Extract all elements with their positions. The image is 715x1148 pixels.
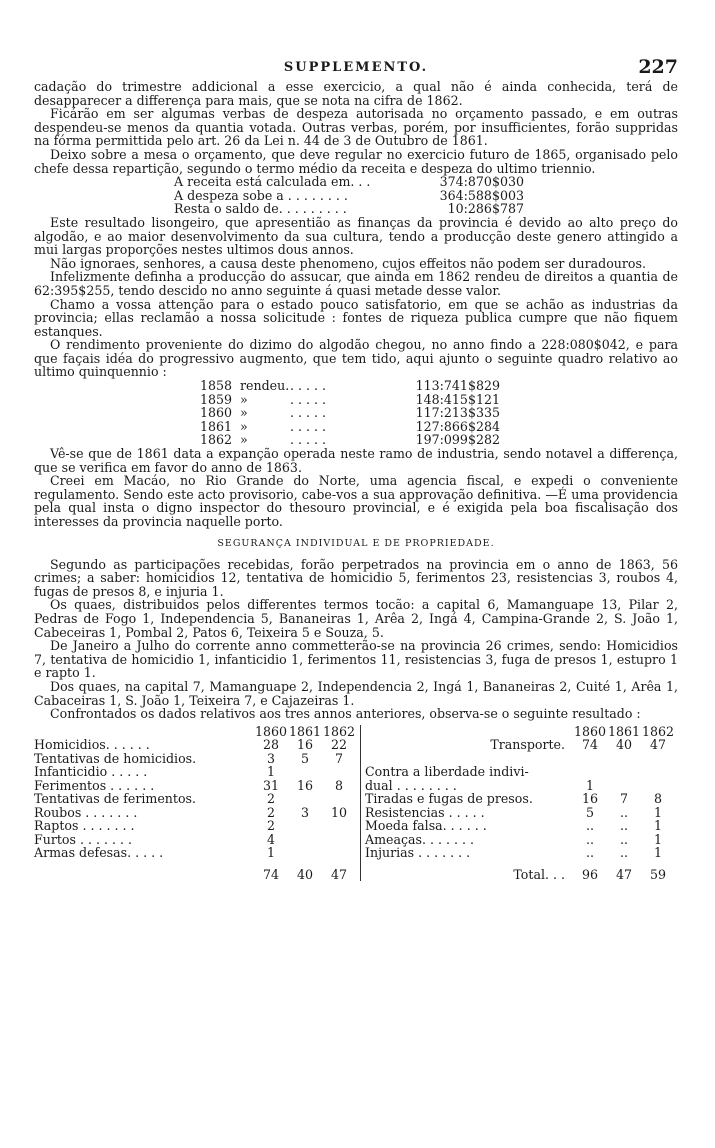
cell: 7 (619, 791, 628, 807)
budget-value: 374:870$030 (439, 174, 524, 190)
cell (322, 765, 356, 779)
cell: 5 (300, 750, 309, 766)
leader-dots: . . . . . (290, 391, 327, 407)
cell: 2 (266, 804, 275, 820)
cell (322, 846, 356, 860)
paragraph: Os quaes, distribuidos pelos differentes termos tocão: a capital 6, Mamanguape 13, Pilar 2, Pedras de Fogo 1, Independencia 5, Bananeiras 1, Arêa 2, Ingá 4, Campina-Grande 2, S. João 1, Cabeceiras 1, Pombal 2, Patos 6, Teixeira 5 e Souza, 5. (34, 597, 678, 640)
paragraph-group-3 (34, 447, 678, 529)
budget-label: Resta o saldo de. . . . . . . . . (174, 201, 347, 217)
row-label: dual . . . . . . . . (365, 777, 457, 793)
quinquennio-row (200, 420, 500, 434)
cell (607, 779, 641, 793)
paragraph: Confrontados os dados relativos aos tres annos anteriores, observa-se o seguinte resultado : (50, 706, 641, 722)
cell: 3 (300, 804, 309, 820)
table-row (34, 779, 356, 793)
cell: 7 (334, 750, 343, 766)
cell: 40 (615, 737, 633, 753)
cell: .. (585, 845, 594, 861)
row-label: Tentativas de ferimentos. (34, 791, 197, 807)
cell: 2 (266, 791, 275, 807)
total-row (365, 860, 675, 882)
paragraph: Creei em Macáo, no Rio Grande do Norte, uma agencia fiscal, e expedi o conveniente regulamento. Sendo este acto provisorio, cabe-vos a sua approvação definitiva. —É uma providencia pela qual insta o digno inspector do thesouro provincial, e é exigida pela boa fiscalisação dos interesses da provincia naquelle porto. (34, 473, 678, 529)
table-row (365, 765, 675, 779)
cell (288, 846, 322, 860)
cell: 31 (262, 777, 280, 793)
paragraph: O rendimento proveniente do dizimo do algodão chegou, no anno findo a 228:080$042, e para que façais idéa do progressivo augmento, que tem tido, aqui ajunto o seguinte quadro relativo ao ultimo quinquennio : (34, 337, 678, 380)
page (34, 58, 678, 881)
row-label: Contra a liberdade indivi- (365, 764, 529, 780)
table-row (34, 833, 356, 847)
cell: .. (585, 831, 594, 847)
paragraph: Chamo a vossa attenção para o estado pouco satisfatorio, em que se achão as industrias da provincia; ellas reclamão a nossa solicitude : fontes de riqueza publica cumpre que não fiquem estanques. (34, 296, 678, 339)
paragraph: Ficárão em ser algumas verbas de despeza autorisada no orçamento passado, e em outras despendeu-se menos da quantia votada. Outras verbas, porém, por insufficientes, forão suppridas na fórma permittida pelo art. 26 da Lei n. 44 de 3 de Outubro de 1861. (34, 106, 678, 149)
cell: 1 (653, 818, 662, 834)
row-label: Transporte. (490, 737, 565, 753)
section-title: SEGURANÇA INDIVIDUAL E DE PROPRIEDADE. (217, 537, 495, 549)
page-header (34, 58, 678, 80)
row-label: Ameaças. . . . . . . (365, 831, 475, 847)
paragraph: Este resultado lisongeiro, que apresentião as finanças da provincia é devido ao alto preço do algodão, e ao maior desenvolvimento da sua cultura, tendo a producção deste genero attingido a mui largas proporções nestes ultimos dous annos. (34, 214, 678, 258)
page-number: 227 (638, 56, 678, 78)
budget-label: A despeza sobe a . . . . . . . . (174, 187, 348, 203)
quinquennio-year: 1858 (200, 378, 233, 394)
paragraph: Vê-se que de 1861 data a expanção operada neste ramo de industria, sendo notavel a differença, que se verifica em favor do anno de 1863. (34, 446, 678, 475)
paragraph: Dos quaes, na capital 7, Mamanguape 2, Independencia 2, Ingá 1, Bananeiras 2, Cuité 1, Arêa 1, Cabaceiras 1, S. João 1, Teixeira 7, e Cajazeiras 1. (34, 678, 678, 708)
cell (573, 765, 607, 779)
cell: 1 (653, 804, 662, 820)
row-label: Moeda falsa. . . . . . (365, 818, 487, 834)
table-row (365, 806, 675, 820)
budget-row (174, 202, 524, 216)
cell (288, 765, 322, 779)
spacer-row (365, 752, 675, 766)
cell (607, 765, 641, 779)
cell (641, 779, 675, 793)
quinquennio-row (200, 393, 500, 407)
cell: 96 (581, 866, 599, 882)
paragraph-group-2 (34, 216, 678, 379)
row-label: Roubos . . . . . . . (34, 804, 138, 820)
quinquennio-row (200, 406, 500, 420)
cell: 74 (262, 866, 280, 882)
paragraph: Segundo as participações recebidas, forão perpetrados na provincia em o anno de 1863, 56 crimes; a saber: homicidios 12, tentativa de homicidio 5, ferimentos 23, resistencias 3, roubos 4, fugas de presos 8, e injuria 1. (34, 556, 678, 599)
table-row (34, 738, 356, 752)
budget-value: 364:588$003 (439, 187, 524, 203)
row-label: Furtos . . . . . . . (34, 831, 133, 847)
spacer (365, 752, 573, 766)
quinquennio-row (200, 433, 500, 447)
cell: 1860 (573, 723, 607, 739)
cell: 1862 (322, 723, 356, 739)
leader-dots: . . . . . (290, 405, 327, 421)
table-row (365, 846, 675, 860)
paragraph: Não ignoraes, senhores, a causa deste phenomeno, cujos effeitos não podem ser duradouros. (50, 255, 646, 271)
cell (322, 833, 356, 847)
cell (288, 792, 322, 806)
cell (288, 819, 322, 833)
cell: 1860 (254, 723, 288, 739)
quinquennio-value: 197:099$282 (415, 432, 500, 448)
cell: 2 (266, 818, 275, 834)
table-row (34, 846, 356, 860)
cell: 8 (334, 777, 343, 793)
cell: 28 (262, 737, 280, 753)
quinquennio-value: 148:415$121 (415, 391, 500, 407)
cell: 40 (296, 866, 314, 882)
table-row (34, 752, 356, 766)
quinquennio-value: 113:741$829 (415, 378, 500, 394)
row-label (34, 860, 254, 882)
cell: 16 (296, 737, 314, 753)
cell: 16 (581, 791, 599, 807)
cell (288, 833, 322, 847)
paragraph: Infelizmente definha a producção do assucar, que ainda em 1862 rendeu de direitos a quantia de 62:395$255, tendo descido no anno seguinte á quasi metade desse valor. (34, 269, 678, 298)
cell: 59 (649, 866, 667, 882)
table-row (365, 819, 675, 833)
paragraph: cadação do trimestre addicional a esse exercicio, a qual não é ainda conhecida, terá de desapparecer a differença para mais, que se nota na cifra de 1862. (34, 79, 678, 108)
cell: .. (619, 818, 628, 834)
quinquennio-value: 127:866$284 (415, 418, 500, 434)
quinquennio-value: 117:213$335 (415, 405, 500, 421)
row-label: Infanticidio . . . . . (34, 764, 148, 780)
cell: 1862 (641, 723, 675, 739)
running-title: SUPPLEMENTO. (283, 60, 429, 75)
table-row (365, 779, 675, 793)
cell: 10 (330, 804, 348, 820)
leader-dots: . . . . . (290, 432, 327, 448)
table-row (365, 833, 675, 847)
cell: .. (585, 818, 594, 834)
row-label: Armas defesas. . . . . (34, 845, 164, 861)
cell: 47 (330, 866, 348, 882)
crime-table (34, 725, 678, 882)
table-row (34, 725, 356, 739)
quinquennio-figures (200, 379, 500, 447)
cell (322, 792, 356, 806)
quinquennio-year: 1861 (200, 418, 233, 434)
quinquennio-row (200, 379, 500, 393)
budget-value: 10:286$787 (447, 201, 524, 217)
quinquennio-year: 1859 (200, 391, 233, 407)
paragraph-group-4 (34, 558, 678, 721)
row-label: Injurias . . . . . . . (365, 845, 471, 861)
quinquennio-mark: » (240, 418, 248, 434)
cell: .. (619, 831, 628, 847)
cell: 3 (266, 750, 275, 766)
cell: 1 (266, 845, 275, 861)
paragraph-group-1 (34, 80, 678, 175)
budget-figures (174, 175, 524, 216)
budget-row (174, 175, 524, 189)
cell: 1 (653, 831, 662, 847)
row-label: Homicidios. . . . . . (34, 737, 150, 753)
leader-dots: . . . . . (290, 418, 327, 434)
crime-table-right (361, 725, 678, 882)
cell: 1861 (607, 723, 641, 739)
cell: .. (619, 845, 628, 861)
cell: 8 (653, 791, 662, 807)
row-label: Resistencias . . . . . (365, 804, 485, 820)
cell: 1 (653, 845, 662, 861)
quinquennio-mark: » (240, 432, 248, 448)
table-row (365, 738, 675, 752)
cell: 1861 (288, 723, 322, 739)
cell: 5 (585, 804, 594, 820)
table-row (365, 792, 675, 806)
quinquennio-year: 1862 (200, 432, 233, 448)
cell (641, 765, 675, 779)
row-label: Ferimentos . . . . . . (34, 777, 155, 793)
table-row (34, 819, 356, 833)
leader-dots: . . . . . (290, 378, 327, 394)
total-row (34, 860, 356, 882)
paragraph: Deixo sobre a mesa o orçamento, que deve regular no exercicio futuro de 1865, organisado pelo chefe dessa repartição, segundo o termo médio da receita e despeza do ultimo triennio. (34, 146, 678, 176)
table-row (34, 792, 356, 806)
row-label (365, 725, 573, 739)
cell: .. (619, 804, 628, 820)
quinquennio-year: 1860 (200, 405, 233, 421)
paragraph: De Janeiro a Julho do corrente anno commetterão-se na provincia 26 crimes, sendo: Homicidios 7, tentativa de homicidio 1, infanticidio 1, ferimentos 11, resistencias 3, fuga de presos 1, estupro 1 e rapto 1. (34, 638, 678, 681)
cell: 1 (585, 777, 594, 793)
crime-table-left (34, 725, 361, 882)
cell: 1 (266, 764, 275, 780)
row-label: Tiradas e fugas de presos. (365, 791, 533, 807)
quinquennio-mark: » (240, 405, 248, 421)
row-label (34, 725, 254, 739)
table-row (34, 765, 356, 779)
cell: 4 (266, 831, 275, 847)
quinquennio-mark: » (240, 391, 248, 407)
cell: 22 (330, 737, 348, 753)
budget-row (174, 189, 524, 203)
row-label: Tentativas de homicidios. (34, 750, 197, 766)
table-row (34, 806, 356, 820)
total-label: Total. . . (513, 866, 565, 882)
table-row (365, 725, 675, 739)
cell (322, 819, 356, 833)
cell: 74 (581, 737, 599, 753)
budget-label: A receita está calculada em. . . (174, 174, 371, 190)
cell: 47 (615, 866, 633, 882)
cell: 47 (649, 737, 667, 753)
cell: 16 (296, 777, 314, 793)
row-label: Raptos . . . . . . . (34, 818, 135, 834)
quinquennio-mark: rendeu. (240, 378, 290, 394)
